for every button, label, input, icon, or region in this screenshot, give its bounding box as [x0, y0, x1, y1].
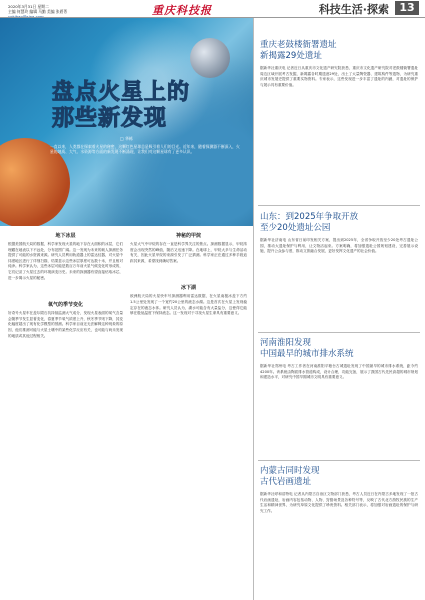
- editor-line: 主编 何慧玲 编辑 马勤 美编 张碧菁: [8, 9, 68, 14]
- moon-image: [190, 38, 230, 78]
- sidebar-rule: [258, 332, 420, 333]
- date-line: 2020年3月31日 星期二: [8, 4, 49, 9]
- sidebar-story-title: 山东：到2025年争取开放 至少20处遗址公园: [260, 212, 359, 233]
- sidebar-story-title: 重庆老鼓楼衙署遗址 新揭露29处遗址: [260, 40, 337, 61]
- section-title: 科技生活·探索: [318, 3, 389, 16]
- sidebar-story-body: 据新华社济南电 山东省日前印发相关方案，提出到2025年，全省争取开放至少20处考古遗址公园，推动大遗址保护与利用，让文物活起来。方案明确，将加强遗址公园规划建设，完善展示设施，提升公众参与度，推动文旅融合发展，更好发挥文化遗产的社会价值。: [260, 238, 418, 254]
- sidebar-story-title: 河南淮阳发现 中国最早的城市排水系统: [260, 338, 354, 359]
- hero-title-line1: 盘点火星上的: [52, 80, 191, 105]
- sidebar-story-body: 据新华社重庆电 记者近日从重庆市文化遗产研究院获悉，重庆市文化遗产研究院对老鼓楼衙署遗址周边区域开展考古发掘，新揭露各时期遗迹29处，出土了大量陶瓷器、建筑构件等遗物，为研究重庆城市发展史提供了重要实物资料。专家表示，这些发现进一步丰富了遗址的内涵，对遗址的保护与展示具有重要价值。: [260, 66, 418, 87]
- sidebar-divider: [253, 18, 254, 600]
- sidebar-story: [260, 40, 418, 88]
- hero-author: □ 华栋: [120, 136, 134, 141]
- article-subhead: 神秘的甲烷: [175, 233, 201, 239]
- article-column-right: [130, 232, 247, 317]
- article-subhead: 氧气的季节变化: [47, 302, 83, 309]
- sidebar-rule: [258, 205, 420, 206]
- sidebar-story-body: 据新华社呼和浩特电 记者从内蒙古自治区文物部门获悉，考古人员近日在内蒙古多地发现了一批古代岩画遗址，岩画内容包括动物、人物、狩猎场景及各种符号等，反映了古代北方游牧民族的生产生活和精神世界，为研究草原文化提供了珍贵资料。相关部门表示，将加强对岩画遗址的保护与研究工作。: [260, 492, 418, 513]
- sidebar-story-title: 内蒙古同时发现 古代岩画遗址: [260, 466, 320, 487]
- sidebar-story: [260, 338, 418, 381]
- article-subhead: 地下冰层: [55, 233, 76, 239]
- article-column-left: [8, 232, 123, 339]
- sidebar-story-body: 据新华社郑州电 考古工作者在河南淮阳平粮台古城遗址发现了中国最早的城市排水系统，距今约4200年。该系统由陶质排水管道构成，设计合理，功能完备，展示了我国古代先民高超的城市规划和建造水平，对研究中国早期城市文明具有重要意义。: [260, 364, 418, 380]
- page-number: 13: [395, 1, 419, 15]
- article-paragraph: 火星大气中甲烷的存在一直是科学界关注的焦点。探测数据显示，甲烷浓度会出现突然的峰值，随后又迅速下降。在地球上，甲烷大多与生命活动有关，因此火星甲烷的来源引发了广泛猜测。科学家正在通过多种手段追踪其来源，希望找到确切答案。: [130, 242, 247, 263]
- sidebar-story: [260, 466, 418, 514]
- article-subhead: 冰下湖: [180, 285, 196, 292]
- article-paragraph: 根据美国航天局的数据，科学家发现火星的地下存在大面积的冰层，它们埋藏在地表以下不远处，分布范围广阔。这一发现为未来的载人探测任务提供了可能的水资源来源。研究人员利用轨道器上的雷达仪器，对火星中纬度地区进行了详细扫描，结果显示这些冰层厚度可达数十米，并且相对纯净。科学家认为，这些冰层可能是数百万年前火星气候变化时形成的，它们记录了火星过去的环境演变历史。未来的探测器有望直接钻取冰芯，进一步揭示火星的秘密。: [8, 242, 123, 280]
- sidebar-story: [260, 212, 418, 255]
- paper-name: 重庆科技报: [152, 4, 212, 17]
- article-paragraph: 好奇号火星车在盖尔陨石坑持续监测大气成分，发现火星表面的氧气含量会随季节发生显著变化，春夏季节氧气浓度上升，秋冬季节则下降，其变化幅度超出了现有化学模型的预测。科学家目前还无法解释这种现象的原因，他们推测可能与火星土壤中的某些化学反应有关，也可能与尚未发现的地质或其他过程相关。: [8, 311, 123, 338]
- hero-image: [0, 18, 253, 226]
- hero-title: [52, 80, 190, 132]
- hero-lede: 一直以来，人类都在探索着火星的秘密，这颗红色星球总是吸引着人们的目光。近年来，随着探测器不断深入，火星的地质、大气、水资源等方面的新发现不断涌现，让我们对这颗星球有了更多认识。: [50, 144, 240, 155]
- hero-title-line2: 那些新发现: [52, 106, 168, 131]
- article-paragraph: 欧洲航天局的火星快车号探测器利用雷达数据，在火星南极冰盖下方约1.5公里处发现了一个宽约20公里的液态水湖。这是首次在火星上发现稳定存在的液态水体。研究人员认为，湖水可能含有大量盐分，这使得它能够在极低温度下保持液态。这一发现对于寻找火星生命具有重要意义。: [130, 294, 247, 316]
- sidebar-rule: [258, 460, 420, 461]
